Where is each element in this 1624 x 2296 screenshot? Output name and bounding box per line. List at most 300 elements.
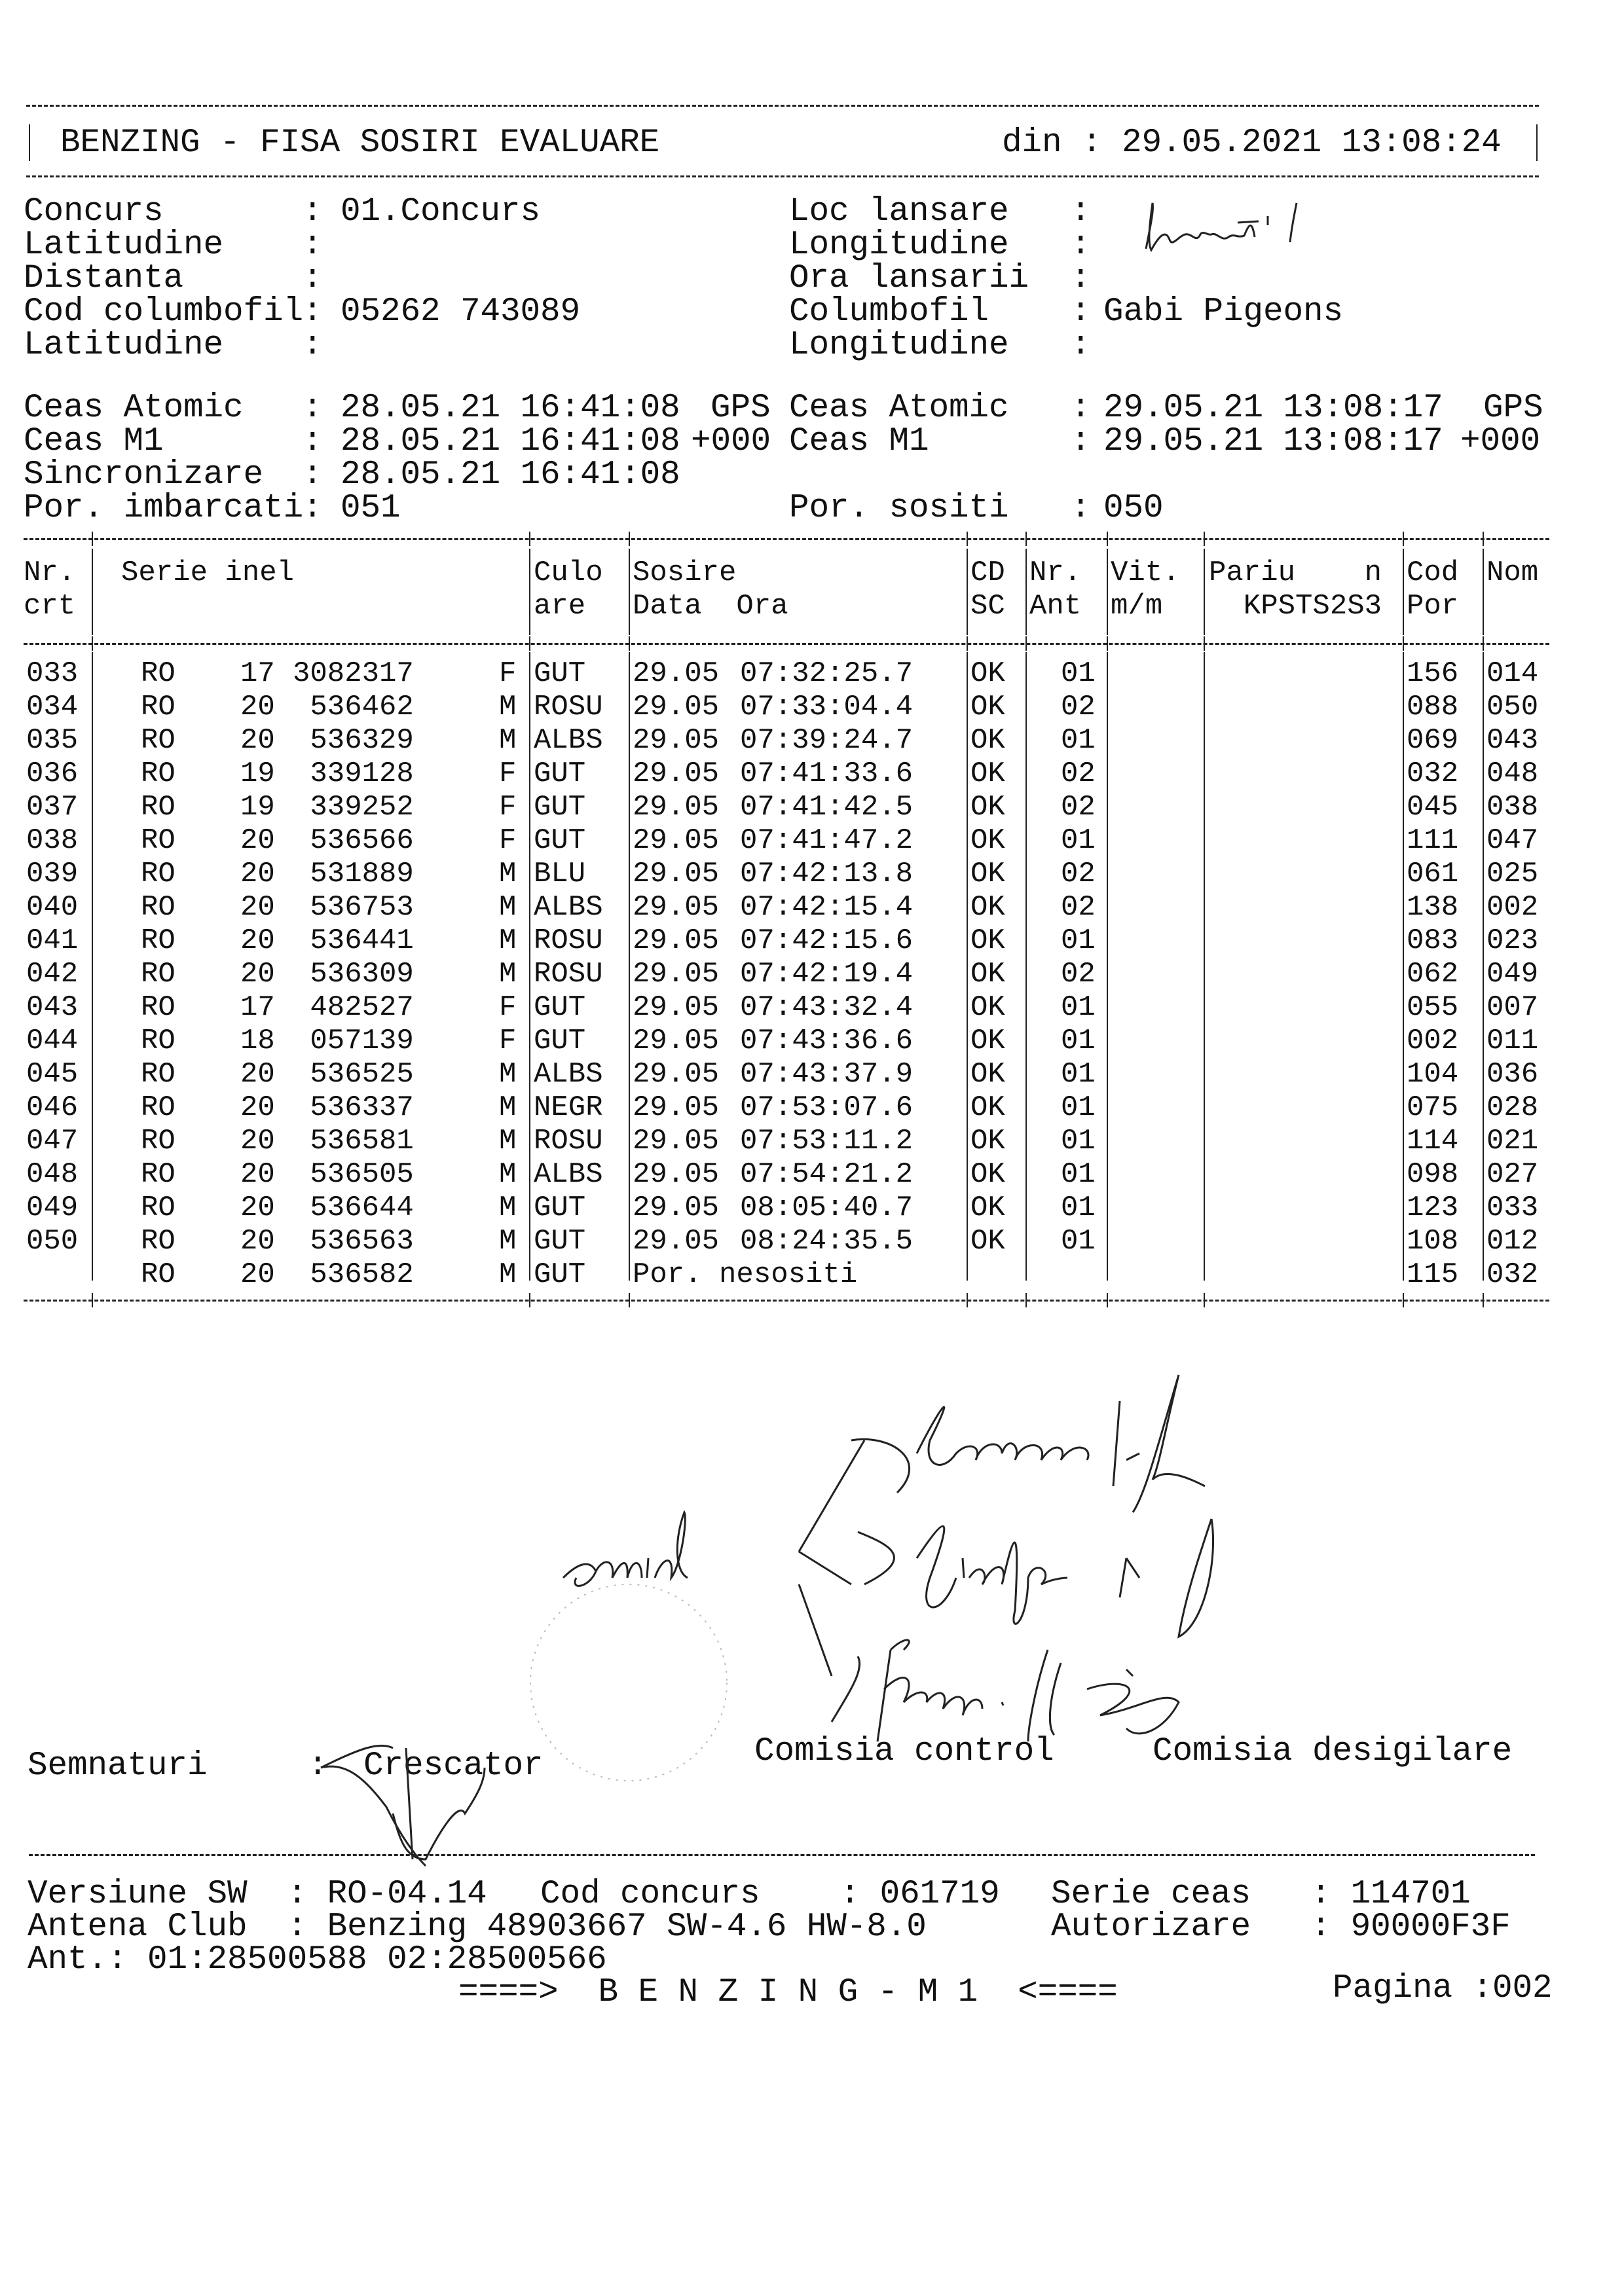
cell-color: ROSU (534, 691, 603, 723)
clock-colon: : (303, 423, 323, 460)
table-header-pariu: Pariu n (1209, 556, 1382, 589)
cell-nom: 043 (1486, 724, 1539, 757)
cell-antenna: 02 (1061, 858, 1096, 890)
cell-country: RO (141, 724, 175, 757)
cell-country: RO (141, 757, 175, 790)
table-cross-mark (629, 1293, 630, 1307)
cell-cdsc: OK (970, 657, 1005, 690)
table-cross-mark (1483, 1293, 1484, 1307)
cell-color: GUT (534, 1258, 586, 1291)
cell-date: 29.05 (633, 791, 720, 824)
clock-suffix: +000 (1460, 423, 1541, 460)
cell-year: 20 (240, 1192, 275, 1224)
cell-time: 07:54:21.2 (740, 1158, 913, 1191)
cell-cod-por: 075 (1407, 1091, 1459, 1124)
cell-date: 29.05 (633, 1125, 720, 1157)
cell-date: 29.05 (633, 958, 720, 991)
cell-nr-crt: 043 (26, 991, 79, 1024)
clock-label: Por. imbarcati (24, 490, 304, 527)
cell-color: ROSU (534, 1125, 603, 1157)
committee-signatures (550, 1362, 1611, 1768)
cell-time: 07:32:25.7 (740, 657, 913, 690)
table-column-divider (1483, 652, 1484, 1281)
cell-country: RO (141, 1025, 175, 1057)
table-column-divider (1025, 549, 1027, 635)
cell-date: 29.05 (633, 858, 720, 890)
cell-cod-por: 138 (1407, 891, 1459, 924)
table-header-ant: Nr. (1029, 556, 1082, 589)
cell-color: GUT (534, 991, 586, 1024)
cell-sex: F (499, 991, 517, 1024)
cell-antenna: 02 (1061, 958, 1096, 991)
info-label: Ora lansarii (789, 260, 1029, 297)
cell-color: ROSU (534, 958, 603, 991)
cell-cdsc: OK (970, 691, 1005, 723)
page-value: 002 (1492, 1970, 1553, 2007)
cell-color: ROSU (534, 924, 603, 957)
clock-value: 051 (341, 490, 401, 527)
cell-cdsc: OK (970, 791, 1005, 824)
table-column-divider (1403, 549, 1404, 635)
info-colon: : (1071, 193, 1091, 230)
cell-nom: 014 (1486, 657, 1539, 690)
table-cross-mark (1204, 1293, 1205, 1307)
cell-year: 20 (240, 691, 275, 723)
table-top-border (24, 538, 1549, 540)
table-header-cdsc: CD (970, 556, 1005, 589)
info-label: Latitudine (24, 327, 224, 364)
cell-antenna: 02 (1061, 891, 1096, 924)
cell-color: BLU (534, 858, 586, 890)
cell-ring: 536505 (293, 1158, 414, 1191)
cell-time: 07:53:11.2 (740, 1125, 913, 1157)
cell-nr-crt: 041 (26, 924, 79, 957)
footer-line-2: Antena Club : Benzing 48903667 SW-4.6 HW-8.0 (28, 1908, 927, 1946)
clock-colon: : (1071, 490, 1091, 527)
cell-antenna: 01 (1061, 657, 1096, 690)
report-date: din : 29.05.2021 13:08:24 (1002, 124, 1502, 162)
cell-year: 20 (240, 1058, 275, 1091)
cell-sex: M (499, 1258, 517, 1291)
cell-year: 20 (240, 891, 275, 924)
cell-cod-por: 069 (1407, 724, 1459, 757)
cell-sex: M (499, 958, 517, 991)
table-cross-mark (629, 636, 630, 651)
cell-time: 07:42:13.8 (740, 858, 913, 890)
cell-cod-por: 045 (1407, 791, 1459, 824)
table-cross-mark (529, 1293, 530, 1307)
signatures-label: Semnaturi (28, 1747, 208, 1785)
table-header-sosire: Data Ora (633, 590, 788, 623)
cell-year: 20 (240, 1158, 275, 1191)
table-header-pariu: KPSTS2S3 (1209, 590, 1382, 623)
cell-cdsc: OK (970, 1125, 1005, 1157)
info-colon: : (303, 260, 323, 297)
cell-date: 29.05 (633, 1158, 720, 1191)
cell-country: RO (141, 924, 175, 957)
antena-club-value: Benzing 48903667 SW-4.6 HW-8.0 (327, 1908, 927, 1946)
table-header-cod: Por (1407, 590, 1459, 623)
cell-cod-por: 055 (1407, 991, 1459, 1024)
table-header-serie: Serie inel (121, 556, 295, 589)
table-cross-mark (1403, 532, 1404, 546)
cell-nom: 011 (1486, 1025, 1539, 1057)
autorizare: Autorizare : 90000F3F (1051, 1908, 1511, 1946)
cell-year: 20 (240, 924, 275, 957)
cell-nom: 027 (1486, 1158, 1539, 1191)
clock-label: Sincronizare (24, 456, 264, 494)
cell-date: 29.05 (633, 724, 720, 757)
clock-value: 28.05.21 16:41:08 (341, 390, 680, 427)
cell-year: 20 (240, 858, 275, 890)
table-header-separator (24, 643, 1549, 645)
cell-cod-por: 083 (1407, 924, 1459, 957)
table-column-divider (629, 652, 630, 1281)
cell-sex: M (499, 1091, 517, 1124)
cell-date: 29.05 (633, 824, 720, 857)
cell-country: RO (141, 824, 175, 857)
clock-label: Por. sositi (789, 490, 1009, 527)
serie-ceas: Serie ceas : 114701 (1051, 1876, 1471, 1913)
versiune-sw-label: Versiune SW (28, 1876, 248, 1913)
table-column-divider (92, 652, 93, 1281)
cell-ring: 339252 (293, 791, 414, 824)
info-label: Cod columbofil (24, 293, 304, 331)
cell-cod-por: 111 (1407, 824, 1459, 857)
cell-antenna: 01 (1061, 1058, 1096, 1091)
cell-cod-por: 156 (1407, 657, 1459, 690)
cell-cod-por: 098 (1407, 1158, 1459, 1191)
report-title: BENZING - FISA SOSIRI EVALUARE (60, 124, 660, 162)
signature-comisia-desigilare-label: Comisia desigilare (1153, 1733, 1513, 1770)
table-cross-mark (92, 636, 93, 651)
table-column-divider (967, 652, 968, 1281)
cell-color: GUT (534, 1025, 586, 1057)
table-cross-mark (1107, 1293, 1108, 1307)
autorizare-value: 90000F3F (1350, 1908, 1511, 1946)
cell-sex: M (499, 1125, 517, 1157)
cell-sex: F (499, 657, 517, 690)
cell-year: 17 (240, 657, 275, 690)
clock-label: Ceas Atomic (24, 390, 244, 427)
page-number: Pagina :002 (1333, 1970, 1553, 2007)
info-colon: : (1071, 227, 1091, 264)
cell-country: RO (141, 791, 175, 824)
table-header-culoare: are (534, 590, 586, 623)
serie-ceas-label: Serie ceas (1051, 1876, 1251, 1913)
cell-cdsc: OK (970, 1025, 1005, 1057)
cell-cdsc: OK (970, 1058, 1005, 1091)
cell-year: 19 (240, 791, 275, 824)
cell-cod-por: 115 (1407, 1258, 1459, 1291)
cell-country: RO (141, 1158, 175, 1191)
antenna-ids: Ant.: 01:28500588 02:28500566 (28, 1941, 607, 1978)
cell-cod-por: 114 (1407, 1125, 1459, 1157)
cell-cod-por: 062 (1407, 958, 1459, 991)
cell-antenna: 01 (1061, 1192, 1096, 1224)
cell-cod-por: 032 (1407, 757, 1459, 790)
cell-date: 29.05 (633, 757, 720, 790)
cell-nr-crt: 040 (26, 891, 79, 924)
table-cross-mark (1403, 1293, 1404, 1307)
clock-label: Ceas M1 (789, 423, 929, 460)
cell-color: NEGR (534, 1091, 603, 1124)
title-top-border (26, 105, 1539, 107)
table-column-divider (1204, 652, 1205, 1281)
cell-cod-por: 088 (1407, 691, 1459, 723)
clock-colon: : (1071, 423, 1091, 460)
cell-year: 17 (240, 991, 275, 1024)
signatures-colon: : (308, 1747, 328, 1785)
clock-colon: : (303, 490, 323, 527)
clock-suffix: +000 (691, 423, 771, 460)
table-cross-mark (1107, 532, 1108, 546)
cell-cdsc: OK (970, 991, 1005, 1024)
cell-cod-por: 123 (1407, 1192, 1459, 1224)
clock-value: 29.05.21 13:08:17 (1103, 423, 1443, 460)
cell-sex: M (499, 858, 517, 890)
footer-banner: ====> B E N Z I N G - M 1 <==== (458, 1974, 1118, 2011)
footer-line-1: Versiune SW : RO-04.14 (28, 1876, 487, 1913)
clock-value: 28.05.21 16:41:08 (341, 423, 680, 460)
cod-concurs-label: Cod concurs (540, 1876, 760, 1913)
info-colon: : (1071, 327, 1091, 364)
cell-sex: F (499, 791, 517, 824)
cell-cod-por: 104 (1407, 1058, 1459, 1091)
cell-nom: 007 (1486, 991, 1539, 1024)
cell-time: 07:42:19.4 (740, 958, 913, 991)
table-header-cdsc: SC (970, 590, 1005, 623)
page-label: Pagina (1333, 1970, 1453, 2007)
cell-time: 07:41:33.6 (740, 757, 913, 790)
cell-sex: M (499, 724, 517, 757)
info-value: 01.Concurs (341, 193, 541, 230)
info-colon: : (303, 293, 323, 331)
cell-nr-crt: 034 (26, 691, 79, 723)
cell-sex: M (499, 891, 517, 924)
cell-ring: 531889 (293, 858, 414, 890)
cell-cdsc: OK (970, 858, 1005, 890)
cell-nr-crt: 036 (26, 757, 79, 790)
cell-date: 29.05 (633, 991, 720, 1024)
table-cross-mark (1204, 532, 1205, 546)
table-column-divider (629, 549, 630, 635)
info-label: Latitudine (24, 227, 224, 264)
cell-date: 29.05 (633, 1091, 720, 1124)
handwritten-loc-lansare (1139, 196, 1388, 262)
info-label: Columbofil (789, 293, 989, 331)
cell-color: ALBS (534, 1058, 603, 1091)
cell-nom: 025 (1486, 858, 1539, 890)
cell-ring: 536462 (293, 691, 414, 723)
cell-country: RO (141, 958, 175, 991)
cell-year: 19 (240, 757, 275, 790)
cell-cdsc: OK (970, 1225, 1005, 1258)
cell-time: 07:33:04.4 (740, 691, 913, 723)
cell-country: RO (141, 991, 175, 1024)
info-colon: : (1071, 293, 1091, 331)
cod-concurs: Cod concurs : 061719 (540, 1876, 1000, 1913)
cell-cod-por: 061 (1407, 858, 1459, 890)
clock-value: 28.05.21 16:41:08 (341, 456, 680, 494)
table-header-nr: Nr. (24, 556, 76, 589)
info-label: Loc lansare (789, 193, 1009, 230)
cell-nr-crt: 033 (26, 657, 79, 690)
cell-ring: 339128 (293, 757, 414, 790)
cell-date: 29.05 (633, 691, 720, 723)
cell-time: 07:43:32.4 (740, 991, 913, 1024)
table-cross-mark (1483, 636, 1484, 651)
title-bottom-border (26, 175, 1539, 177)
cell-year: 20 (240, 1091, 275, 1124)
signature-comisia-control-label: Comisia control (754, 1733, 1054, 1770)
info-colon: : (303, 193, 323, 230)
cell-country: RO (141, 1258, 175, 1291)
table-column-divider (1025, 652, 1027, 1281)
cell-antenna: 02 (1061, 691, 1096, 723)
cell-date: 29.05 (633, 1225, 720, 1258)
cell-country: RO (141, 1091, 175, 1124)
cell-ring: 536566 (293, 824, 414, 857)
cell-nom: 048 (1486, 757, 1539, 790)
info-label: Concurs (24, 193, 164, 230)
cell-ring: 536582 (293, 1258, 414, 1291)
clock-suffix: GPS (710, 390, 771, 427)
table-header-ant: Ant (1029, 590, 1082, 623)
cell-time: 07:41:47.2 (740, 824, 913, 857)
cell-time: 08:05:40.7 (740, 1192, 913, 1224)
table-cross-mark (1403, 636, 1404, 651)
cell-color: ALBS (534, 1158, 603, 1191)
cell-cdsc: OK (970, 958, 1005, 991)
cell-sex: M (499, 924, 517, 957)
clock-label: Ceas M1 (24, 423, 164, 460)
cell-nom: 036 (1486, 1058, 1539, 1091)
cell-antenna: 02 (1061, 757, 1096, 790)
cell-country: RO (141, 858, 175, 890)
table-header-vit: m/m (1111, 590, 1163, 623)
cell-color: GUT (534, 1225, 586, 1258)
title-right-border (1536, 124, 1538, 161)
cell-country: RO (141, 1125, 175, 1157)
cell-cdsc: OK (970, 724, 1005, 757)
cell-nr-crt: 046 (26, 1091, 79, 1124)
table-column-divider (1204, 549, 1205, 635)
cell-antenna: 01 (1061, 1025, 1096, 1057)
cell-sex: M (499, 1225, 517, 1258)
cell-nom: 012 (1486, 1225, 1539, 1258)
cell-nom: 021 (1486, 1125, 1539, 1157)
cell-nom: 049 (1486, 958, 1539, 991)
cell-antenna: 01 (1061, 724, 1096, 757)
cell-antenna: 02 (1061, 791, 1096, 824)
cell-nom: 050 (1486, 691, 1539, 723)
table-header-sosire: Sosire (633, 556, 737, 589)
info-label: Longitudine (789, 227, 1009, 264)
cell-country: RO (141, 657, 175, 690)
cell-year: 20 (240, 958, 275, 991)
cell-color: GUT (534, 657, 586, 690)
cell-cdsc: OK (970, 891, 1005, 924)
cell-ring: 536563 (293, 1225, 414, 1258)
cell-antenna: 01 (1061, 991, 1096, 1024)
cell-country: RO (141, 1225, 175, 1258)
report-date-value: 29.05.2021 13:08:24 (1122, 124, 1502, 162)
crescator-signature (308, 1741, 544, 1872)
cell-ring: 536525 (293, 1058, 414, 1091)
cell-cod-por: 002 (1407, 1025, 1459, 1057)
cell-nom: 047 (1486, 824, 1539, 857)
cell-sex: F (499, 824, 517, 857)
table-cross-mark (1025, 1293, 1027, 1307)
table-column-divider (1403, 652, 1404, 1281)
cell-year: 20 (240, 1225, 275, 1258)
cell-cdsc: OK (970, 824, 1005, 857)
table-header-culoare: Culo (534, 556, 603, 589)
clock-value: 050 (1103, 490, 1164, 527)
table-cross-mark (529, 532, 530, 546)
cell-ring: 482527 (293, 991, 414, 1024)
cell-cod-por: 108 (1407, 1225, 1459, 1258)
cell-antenna: 01 (1061, 1125, 1096, 1157)
table-column-divider (1107, 652, 1108, 1281)
cell-antenna: 01 (1061, 1158, 1096, 1191)
cell-date: 29.05 (633, 657, 720, 690)
info-colon: : (303, 327, 323, 364)
cell-time: 07:43:36.6 (740, 1025, 913, 1057)
cell-time: 07:53:07.6 (740, 1091, 913, 1124)
cell-year: 20 (240, 1258, 275, 1291)
cell-time: 07:42:15.6 (740, 924, 913, 957)
clock-value: 29.05.21 13:08:17 (1103, 390, 1443, 427)
cell-country: RO (141, 1058, 175, 1091)
cell-date: 29.05 (633, 1025, 720, 1057)
table-cross-mark (967, 1293, 968, 1307)
table-header-vit: Vit. (1111, 556, 1180, 589)
cell-sex: F (499, 1025, 517, 1057)
cell-cdsc: OK (970, 924, 1005, 957)
table-header-cod: Cod (1407, 556, 1459, 589)
cell-date: 29.05 (633, 1058, 720, 1091)
clock-colon: : (303, 390, 323, 427)
table-column-divider (967, 549, 968, 635)
cell-sex: M (499, 1192, 517, 1224)
cod-concurs-value: 061719 (879, 1876, 1000, 1913)
cell-antenna: 01 (1061, 1225, 1096, 1258)
cell-sex: M (499, 1058, 517, 1091)
cell-ring: 3082317 (293, 657, 414, 690)
table-cross-mark (92, 532, 93, 546)
table-cross-mark (967, 636, 968, 651)
cell-nr-crt: 049 (26, 1192, 79, 1224)
clock-colon: : (303, 456, 323, 494)
cell-color: GUT (534, 757, 586, 790)
cell-nom: 028 (1486, 1091, 1539, 1124)
cell-time: 07:41:42.5 (740, 791, 913, 824)
cell-nr-crt: 039 (26, 858, 79, 890)
table-cross-mark (1107, 636, 1108, 651)
table-bottom-border (24, 1300, 1549, 1302)
info-colon: : (303, 227, 323, 264)
cell-ring: 536337 (293, 1091, 414, 1124)
clock-colon: : (1071, 390, 1091, 427)
cell-status: Por. nesositi (633, 1258, 858, 1291)
cell-nr-crt: 050 (26, 1225, 79, 1258)
table-header-nr: crt (24, 590, 76, 623)
report-date-label: din (1002, 124, 1062, 162)
cell-antenna: 01 (1061, 824, 1096, 857)
cell-year: 20 (240, 824, 275, 857)
